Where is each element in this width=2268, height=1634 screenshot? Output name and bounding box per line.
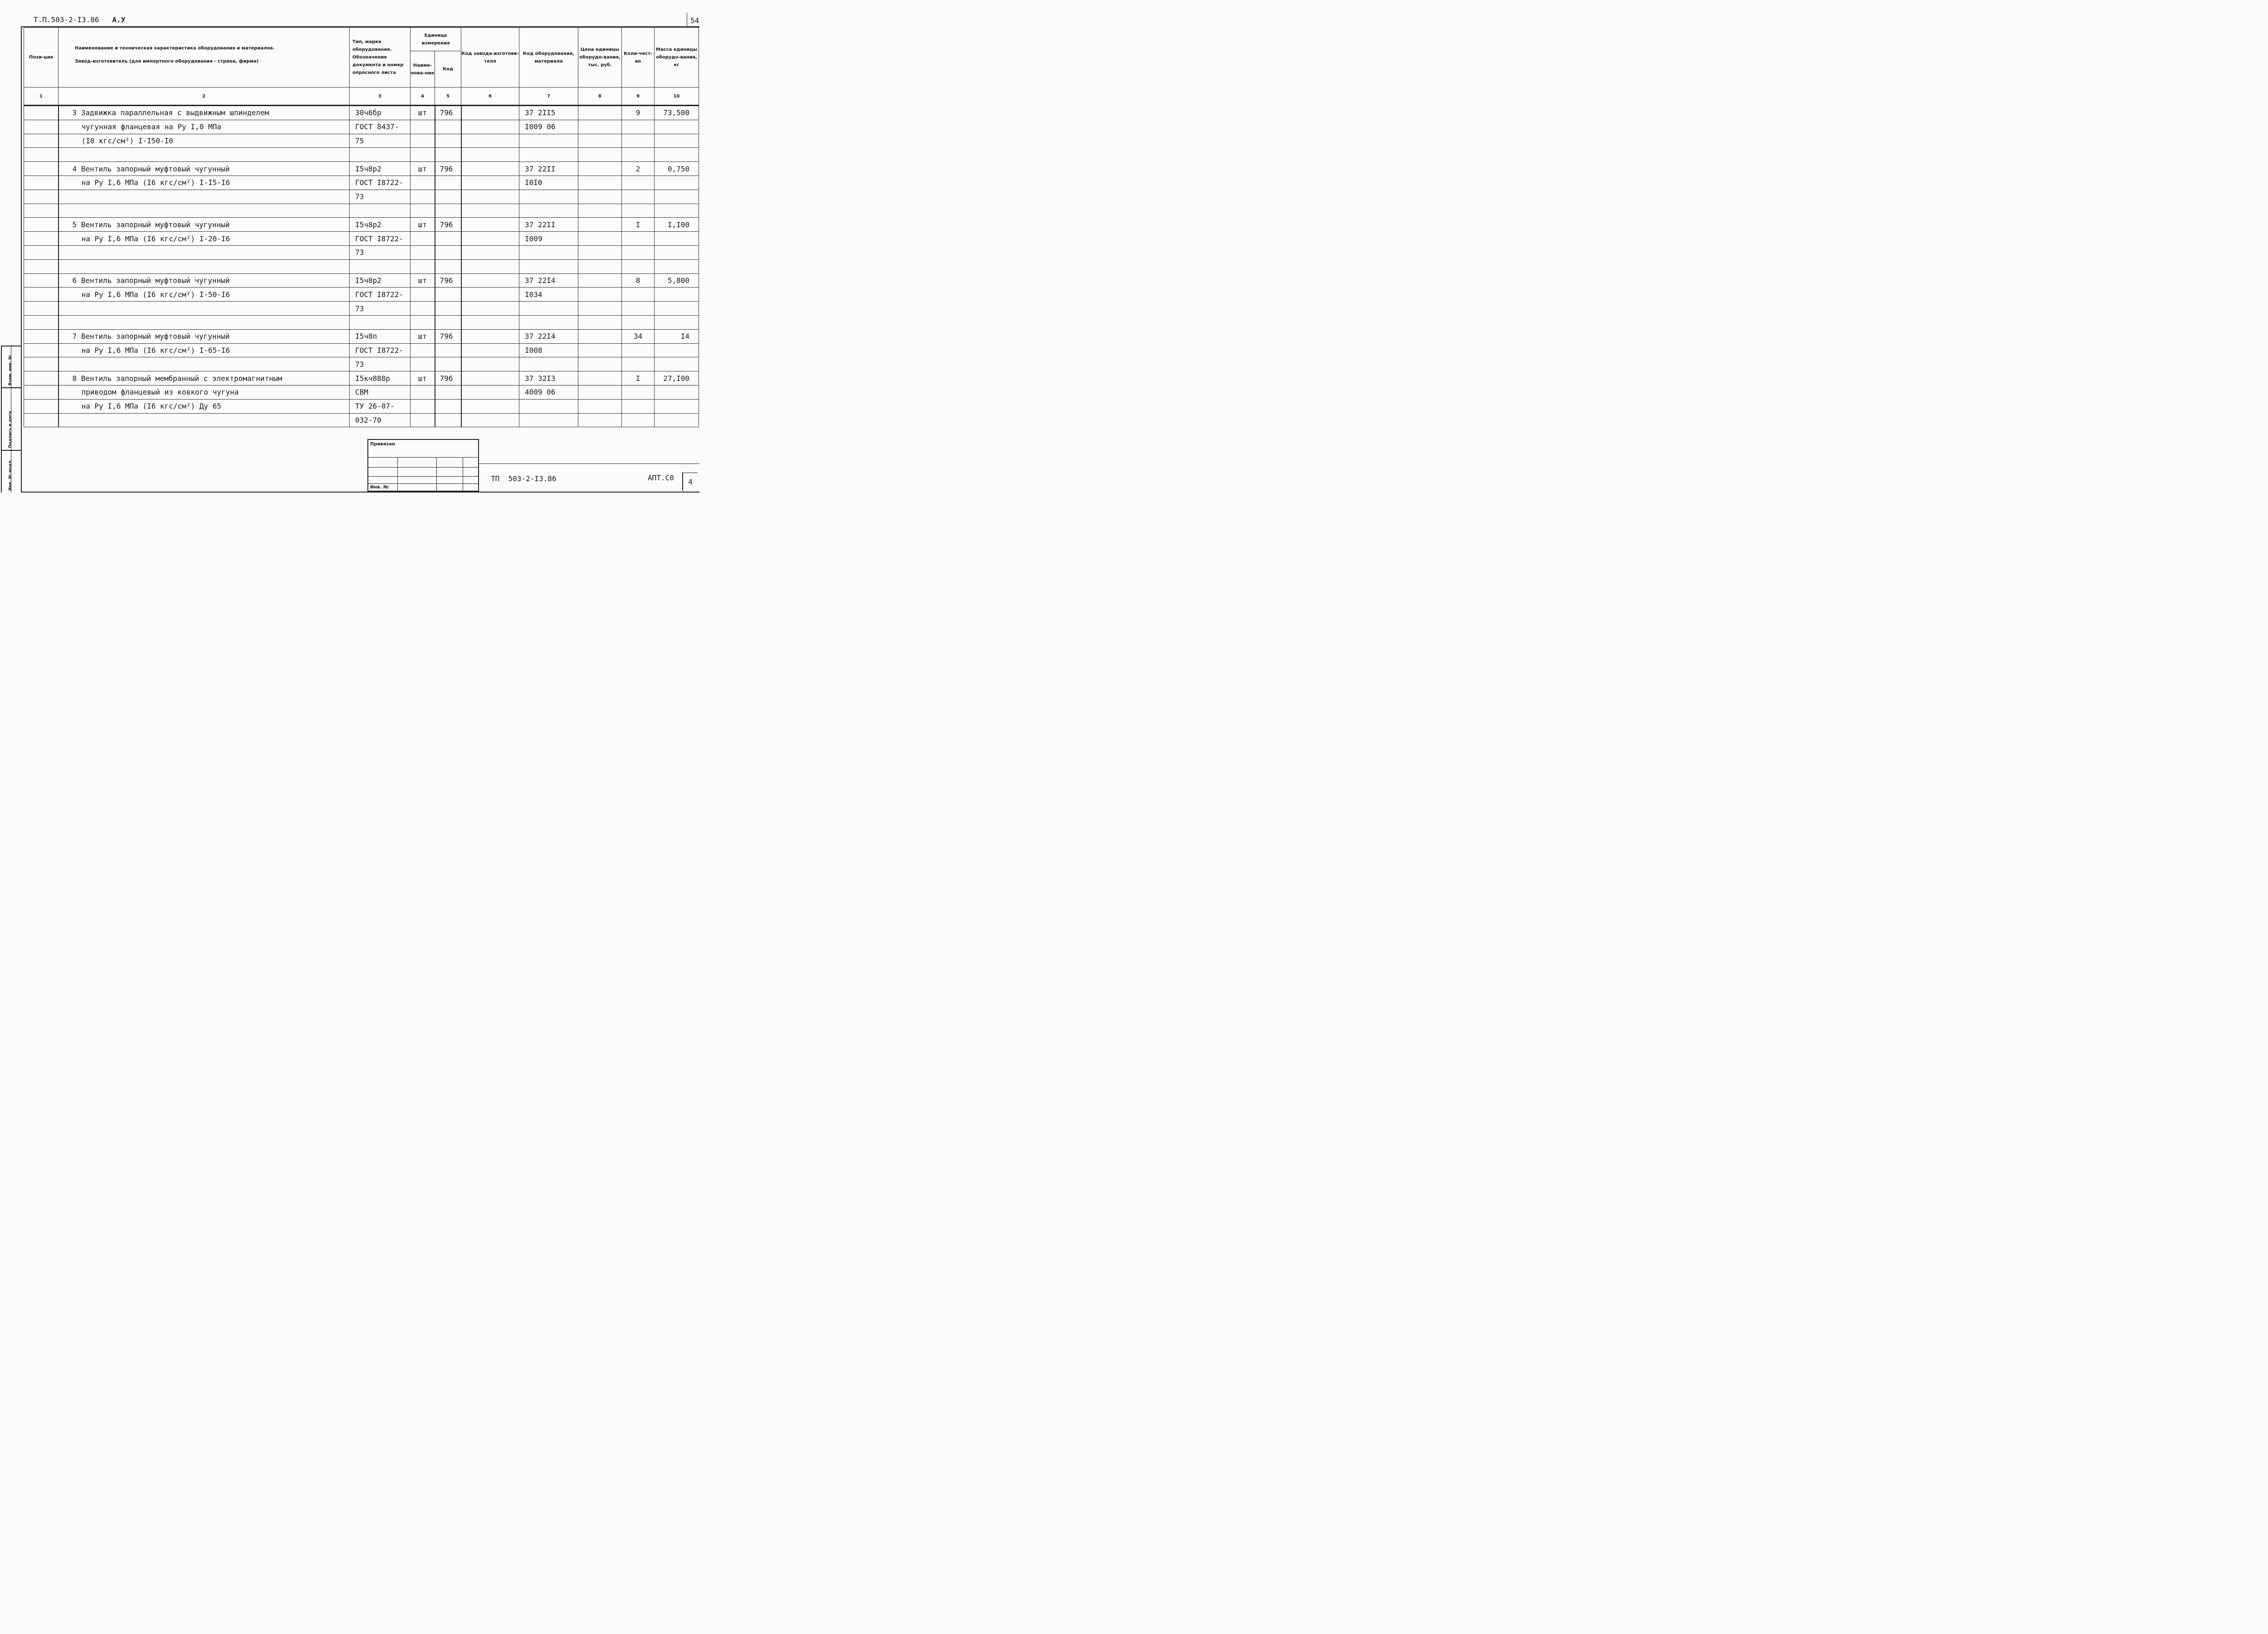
- cell-equipment-code: [519, 413, 578, 427]
- cell-type: СВМ: [350, 385, 411, 399]
- cell-name: [59, 357, 350, 371]
- cell-mass: [655, 232, 699, 246]
- cell-unit-code: [435, 176, 461, 190]
- cell-type: 75: [350, 134, 411, 148]
- cell-unit-code: [435, 245, 461, 259]
- cell-position: [24, 399, 59, 413]
- cell-price: [578, 399, 622, 413]
- cell-mass: [655, 413, 699, 427]
- cell-type: 73: [350, 302, 411, 316]
- side-cell-replaced-inv: Взам. инв. №: [2, 346, 22, 387]
- cell-equipment-code: [519, 399, 578, 413]
- cell-mass: [655, 315, 699, 329]
- cell-unit-name: [411, 232, 435, 246]
- cell-equipment-code: [519, 302, 578, 316]
- cell-factory-code: [461, 315, 519, 329]
- cell-factory-code: [461, 245, 519, 259]
- cell-mass: [655, 120, 699, 134]
- col-header-unit-name: Наиме-нова-ние: [411, 51, 435, 88]
- cell-equipment-code: 37 32I3: [519, 371, 578, 385]
- cell-factory-code: [461, 204, 519, 218]
- cell-price: [578, 190, 622, 204]
- cell-equipment-code: 37 2II5: [519, 106, 578, 120]
- cell-price: [578, 343, 622, 357]
- table-row: [24, 357, 699, 371]
- cell-position: [24, 204, 59, 218]
- column-number-row: [24, 88, 699, 106]
- cell-name: 3 Задвижка параллельная с выдвижным шпинделем: [59, 106, 350, 120]
- cell-position: [24, 232, 59, 246]
- cell-name: [59, 302, 350, 316]
- cell-unit-name: [411, 176, 435, 190]
- cell-position: [24, 413, 59, 427]
- cell-mass: 5,800: [655, 273, 699, 288]
- cell-price: [578, 176, 622, 190]
- cell-unit-code: [435, 385, 461, 399]
- cell-factory-code: [461, 343, 519, 357]
- cell-factory-code: [461, 329, 519, 343]
- cell-mass: [655, 385, 699, 399]
- column-number: 9: [622, 88, 655, 106]
- cell-position: [24, 176, 59, 190]
- table-row: [24, 413, 699, 427]
- cell-equipment-code: I008: [519, 343, 578, 357]
- cell-position: [24, 315, 59, 329]
- cell-quantity: 8: [622, 273, 655, 288]
- cell-price: [578, 259, 622, 273]
- footer-sheet-number: 4: [682, 473, 698, 491]
- cell-name: [59, 259, 350, 273]
- cell-unit-name: [411, 288, 435, 302]
- cell-mass: [655, 343, 699, 357]
- cell-factory-code: [461, 302, 519, 316]
- cell-unit-name: шт: [411, 329, 435, 343]
- cell-price: [578, 357, 622, 371]
- bottom-frame-rule: [21, 492, 699, 493]
- cell-mass: 27,I00: [655, 371, 699, 385]
- table-row: [24, 162, 699, 176]
- cell-unit-code: [435, 288, 461, 302]
- cell-mass: [655, 288, 699, 302]
- table-row: [24, 176, 699, 190]
- cell-quantity: [622, 134, 655, 148]
- cell-price: [578, 273, 622, 288]
- col-header-unit-code: Код: [435, 51, 461, 88]
- cell-factory-code: [461, 162, 519, 176]
- cell-equipment-code: 37 22II: [519, 162, 578, 176]
- cell-quantity: [622, 204, 655, 218]
- specification-table: [24, 27, 699, 427]
- cell-unit-name: [411, 190, 435, 204]
- col-header-equipment-code: Код оборудования, материала: [519, 28, 578, 88]
- cell-factory-code: [461, 148, 519, 162]
- column-number: 10: [655, 88, 699, 106]
- cell-position: [24, 357, 59, 371]
- cell-name: 8 Вентиль запорный мембранный с электромагнитным: [59, 371, 350, 385]
- cell-unit-name: [411, 343, 435, 357]
- cell-equipment-code: [519, 315, 578, 329]
- cell-type: I5кч888р: [350, 371, 411, 385]
- cell-equipment-code: [519, 204, 578, 218]
- cell-unit-name: шт: [411, 371, 435, 385]
- cell-price: [578, 413, 622, 427]
- cell-position: [24, 288, 59, 302]
- cell-type: 73: [350, 357, 411, 371]
- cell-type: [350, 148, 411, 162]
- cell-quantity: [622, 315, 655, 329]
- cell-equipment-code: [519, 148, 578, 162]
- cell-unit-code: [435, 120, 461, 134]
- cell-quantity: 2: [622, 162, 655, 176]
- cell-mass: [655, 148, 699, 162]
- stamp-title: Привязан: [370, 442, 395, 447]
- cell-name: 6 Вентиль запорный муфтовый чугунный: [59, 273, 350, 288]
- cell-factory-code: [461, 385, 519, 399]
- stamp-inv-label: Инв. №: [370, 485, 389, 490]
- cell-unit-code: [435, 357, 461, 371]
- cell-type: 73: [350, 190, 411, 204]
- cell-type: I5ч8р2: [350, 162, 411, 176]
- column-number: 1: [24, 88, 59, 106]
- table-row: [24, 288, 699, 302]
- cell-factory-code: [461, 259, 519, 273]
- cell-position: [24, 343, 59, 357]
- cell-unit-name: шт: [411, 162, 435, 176]
- cell-quantity: I: [622, 218, 655, 232]
- cell-name: 5 Вентиль запорный муфтовый чугунный: [59, 218, 350, 232]
- cell-equipment-code: 4009 06: [519, 385, 578, 399]
- cell-unit-code: [435, 232, 461, 246]
- cell-position: [24, 245, 59, 259]
- cell-name: [59, 148, 350, 162]
- cell-mass: [655, 134, 699, 148]
- cell-position: [24, 218, 59, 232]
- cell-factory-code: [461, 288, 519, 302]
- cell-equipment-code: I0I0: [519, 176, 578, 190]
- col-header-unit-group: Единица измерения: [411, 28, 461, 51]
- column-number: 8: [578, 88, 622, 106]
- cell-factory-code: [461, 399, 519, 413]
- cell-unit-code: 796: [435, 329, 461, 343]
- cell-factory-code: [461, 357, 519, 371]
- cell-factory-code: [461, 120, 519, 134]
- column-number: 2: [59, 88, 350, 106]
- cell-name: 4 Вентиль запорный муфтовый чугунный: [59, 162, 350, 176]
- cell-quantity: I: [622, 371, 655, 385]
- cell-type: 73: [350, 245, 411, 259]
- cell-equipment-code: 37 22I4: [519, 329, 578, 343]
- cell-unit-name: [411, 413, 435, 427]
- cell-unit-code: [435, 259, 461, 273]
- page-number: 54: [690, 16, 699, 25]
- cell-factory-code: [461, 413, 519, 427]
- cell-type: ГОСТ 8437-: [350, 120, 411, 134]
- cell-equipment-code: [519, 357, 578, 371]
- binding-stamp: [367, 439, 479, 492]
- cell-unit-name: [411, 204, 435, 218]
- table-row: [24, 190, 699, 204]
- cell-mass: [655, 302, 699, 316]
- table-row: [24, 134, 699, 148]
- cell-quantity: [622, 288, 655, 302]
- cell-name: [59, 190, 350, 204]
- cell-unit-name: [411, 357, 435, 371]
- table-row: [24, 315, 699, 329]
- cell-price: [578, 385, 622, 399]
- cell-mass: [655, 399, 699, 413]
- cell-name: на Ру I,6 МПа (I6 кгс/см²) I-65-I6: [59, 343, 350, 357]
- cell-type: [350, 315, 411, 329]
- cell-quantity: 34: [622, 329, 655, 343]
- table-row: [24, 245, 699, 259]
- cell-type: ГОСТ I8722-: [350, 176, 411, 190]
- col-header-price: Цена единицы оборудо-вания, тыс. руб.: [578, 28, 622, 88]
- col-header-type: Тип, марка оборудования. Обозначение документа и номер опросного листа: [350, 28, 411, 88]
- col-header-name-line1: Наименование и техническая характеристика оборудования и материалов.: [75, 45, 275, 51]
- table-row: [24, 259, 699, 273]
- cell-factory-code: [461, 218, 519, 232]
- cell-price: [578, 162, 622, 176]
- table-row: [24, 106, 699, 120]
- cell-type: ГОСТ I8722-: [350, 343, 411, 357]
- cell-type: 032-70: [350, 413, 411, 427]
- column-number: 5: [435, 88, 461, 106]
- cell-price: [578, 204, 622, 218]
- cell-unit-code: 796: [435, 371, 461, 385]
- col-header-name: [59, 28, 350, 88]
- side-stamp-strip: [1, 346, 21, 493]
- cell-price: [578, 329, 622, 343]
- table-row: [24, 329, 699, 343]
- cell-mass: 0,750: [655, 162, 699, 176]
- footer-document-code: ТП 503-2-I3.86: [491, 474, 557, 483]
- cell-quantity: [622, 232, 655, 246]
- table-row: [24, 232, 699, 246]
- cell-type: ТУ 26-07-: [350, 399, 411, 413]
- cell-factory-code: [461, 190, 519, 204]
- cell-position: [24, 190, 59, 204]
- side-cell-original-inv: Инв. № подл.: [2, 450, 22, 493]
- cell-unit-name: [411, 120, 435, 134]
- side-cell-signature-date: Подпись и дата: [2, 387, 22, 450]
- table-row: [24, 399, 699, 413]
- table-row: [24, 120, 699, 134]
- cell-type: [350, 259, 411, 273]
- cell-name: чугунная фланцевая на Ру I,0 МПа: [59, 120, 350, 134]
- cell-price: [578, 371, 622, 385]
- cell-equipment-code: I034: [519, 288, 578, 302]
- cell-unit-code: [435, 190, 461, 204]
- cell-unit-code: 796: [435, 273, 461, 288]
- cell-quantity: [622, 385, 655, 399]
- cell-price: [578, 148, 622, 162]
- cell-quantity: [622, 245, 655, 259]
- footer-document-mark: АПТ.С0: [648, 473, 674, 482]
- cell-unit-name: [411, 385, 435, 399]
- cell-position: [24, 259, 59, 273]
- cell-unit-code: [435, 399, 461, 413]
- col-header-quantity: Коли-чест-во: [622, 28, 655, 88]
- cell-name: [59, 413, 350, 427]
- cell-name: на Ру I,6 МПа (I6 кгс/см²) I-20-I6: [59, 232, 350, 246]
- document-suffix: А.У: [112, 15, 126, 24]
- cell-factory-code: [461, 106, 519, 120]
- cell-price: [578, 232, 622, 246]
- table-row: [24, 302, 699, 316]
- cell-name: на Ру I,6 МПа (I6 кгс/см²) I-I5-I6: [59, 176, 350, 190]
- cell-quantity: [622, 190, 655, 204]
- cell-quantity: [622, 343, 655, 357]
- cell-unit-code: [435, 302, 461, 316]
- cell-type: I5ч8п: [350, 329, 411, 343]
- cell-quantity: [622, 176, 655, 190]
- cell-unit-code: 796: [435, 106, 461, 120]
- cell-mass: [655, 176, 699, 190]
- cell-price: [578, 134, 622, 148]
- table-row: [24, 148, 699, 162]
- col-header-factory-code: Код завода-изготови-теля: [461, 28, 519, 88]
- cell-price: [578, 245, 622, 259]
- column-number: 7: [519, 88, 578, 106]
- document-code-header: [34, 15, 125, 24]
- cell-unit-name: [411, 245, 435, 259]
- cell-quantity: [622, 148, 655, 162]
- cell-mass: [655, 259, 699, 273]
- cell-equipment-code: [519, 190, 578, 204]
- document-code: Т.П.503-2-I3.86: [34, 15, 99, 24]
- cell-equipment-code: 37 22II: [519, 218, 578, 232]
- cell-factory-code: [461, 176, 519, 190]
- cell-quantity: [622, 399, 655, 413]
- cell-type: ГОСТ I8722-: [350, 232, 411, 246]
- cell-name: (I0 кгс/см²) I-I50-I0: [59, 134, 350, 148]
- table-row: [24, 204, 699, 218]
- cell-position: [24, 385, 59, 399]
- cell-quantity: [622, 259, 655, 273]
- cell-quantity: [622, 120, 655, 134]
- cell-name: [59, 315, 350, 329]
- cell-unit-code: [435, 134, 461, 148]
- cell-unit-name: [411, 399, 435, 413]
- cell-equipment-code: I009: [519, 232, 578, 246]
- cell-type: I5ч8р2: [350, 218, 411, 232]
- cell-name: приводом фланцевый из ковкого чугуна: [59, 385, 350, 399]
- cell-unit-name: [411, 302, 435, 316]
- cell-unit-name: шт: [411, 218, 435, 232]
- cell-position: [24, 273, 59, 288]
- cell-name: 7 Вентиль запорный муфтовый чугунный: [59, 329, 350, 343]
- cell-name: [59, 204, 350, 218]
- cell-quantity: 9: [622, 106, 655, 120]
- column-number: 6: [461, 88, 519, 106]
- cell-type: ГОСТ I8722-: [350, 288, 411, 302]
- table-row: [24, 343, 699, 357]
- cell-position: [24, 134, 59, 148]
- cell-unit-name: [411, 148, 435, 162]
- cell-mass: [655, 190, 699, 204]
- cell-position: [24, 329, 59, 343]
- cell-type: [350, 204, 411, 218]
- cell-factory-code: [461, 134, 519, 148]
- cell-position: [24, 148, 59, 162]
- cell-unit-code: [435, 413, 461, 427]
- cell-factory-code: [461, 371, 519, 385]
- cell-unit-name: шт: [411, 273, 435, 288]
- cell-mass: [655, 245, 699, 259]
- cell-unit-code: [435, 148, 461, 162]
- cell-unit-code: [435, 315, 461, 329]
- table-row: [24, 385, 699, 399]
- cell-factory-code: [461, 273, 519, 288]
- cell-quantity: [622, 302, 655, 316]
- cell-equipment-code: I009 06: [519, 120, 578, 134]
- col-header-name-line2: Завод-изготовитель (для импортного оборудования - страна, фирма): [75, 59, 259, 64]
- cell-position: [24, 106, 59, 120]
- cell-price: [578, 315, 622, 329]
- cell-equipment-code: 37 22I4: [519, 273, 578, 288]
- cell-mass: I,I00: [655, 218, 699, 232]
- cell-quantity: [622, 357, 655, 371]
- cell-quantity: [622, 413, 655, 427]
- cell-position: [24, 120, 59, 134]
- cell-mass: I4: [655, 329, 699, 343]
- cell-price: [578, 120, 622, 134]
- cell-position: [24, 371, 59, 385]
- cell-position: [24, 302, 59, 316]
- cell-mass: [655, 357, 699, 371]
- cell-unit-code: 796: [435, 162, 461, 176]
- col-header-mass: Масса единицы оборудо-вания, кг: [655, 28, 699, 88]
- table-row: [24, 218, 699, 232]
- cell-unit-name: [411, 259, 435, 273]
- table-row: [24, 371, 699, 385]
- cell-factory-code: [461, 232, 519, 246]
- cell-price: [578, 288, 622, 302]
- cell-price: [578, 302, 622, 316]
- footer-rule: [479, 463, 699, 464]
- cell-unit-name: [411, 315, 435, 329]
- cell-mass: 73,500: [655, 106, 699, 120]
- cell-unit-name: [411, 134, 435, 148]
- cell-position: [24, 162, 59, 176]
- cell-mass: [655, 204, 699, 218]
- cell-price: [578, 106, 622, 120]
- cell-price: [578, 218, 622, 232]
- cell-equipment-code: [519, 245, 578, 259]
- table-row: [24, 273, 699, 288]
- column-number: 3: [350, 88, 411, 106]
- cell-equipment-code: [519, 259, 578, 273]
- cell-unit-code: [435, 204, 461, 218]
- cell-name: на Ру I,6 МПа (I6 кгс/см²) I-50-I6: [59, 288, 350, 302]
- col-header-position: Пози-ция: [24, 28, 59, 88]
- table-body: [24, 106, 699, 427]
- column-number: 4: [411, 88, 435, 106]
- cell-name: на Ру I,6 МПа (I6 кгс/см²) Ду 65: [59, 399, 350, 413]
- cell-unit-name: шт: [411, 106, 435, 120]
- cell-type: I5ч8р2: [350, 273, 411, 288]
- cell-name: [59, 245, 350, 259]
- cell-type: 30ч6бр: [350, 106, 411, 120]
- cell-equipment-code: [519, 134, 578, 148]
- cell-unit-code: 796: [435, 218, 461, 232]
- cell-unit-code: [435, 343, 461, 357]
